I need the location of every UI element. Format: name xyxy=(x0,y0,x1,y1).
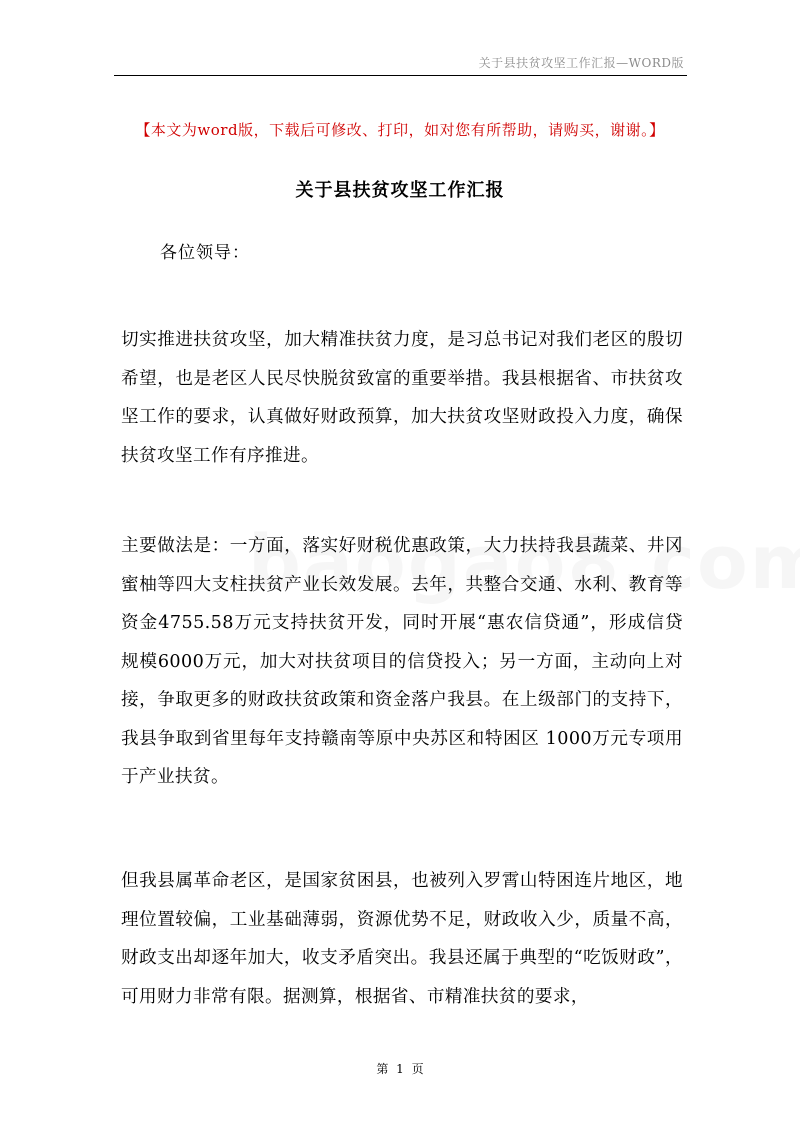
page-number: 1 xyxy=(396,1062,404,1076)
body-paragraph-3: 但我县属革命老区，是国家贫困县，也被列入罗霄山特困连片地区，地理位置较偏，工业基础薄弱，资源优势不足，财政收入少，质量不高，财政支出却逐年加大，收支矛盾突出。我县还属于典型的“吃饭财政”，可用财力非常有限。据测算，根据省、市精准扶贫的要求， xyxy=(121,871,683,1007)
document-title: 关于县扶贫攻坚工作汇报 xyxy=(295,180,505,201)
body-paragraph-1: 切实推进扶贫攻坚，加大精准扶贫力度，是习总书记对我们老区的殷切希望，也是老区人民尽快脱贫致富的重要举措。我县根据省、市扶贫攻坚工作的要求，认真做好财政预算，加大扶贫攻坚财政投入力度，确保扶贫攻坚工作有序推进。 xyxy=(121,330,683,466)
page-footer xyxy=(0,1060,800,1077)
page-footer-prefix: 第 xyxy=(376,1062,389,1076)
running-header-title: 关于县扶贫攻坚工作汇报—WORD版 xyxy=(478,56,684,70)
body-paragraph-2: 主要做法是：一方面，落实好财税优惠政策，大力扶持我县蔬菜、井冈蜜柚等四大支柱扶贫产业长效发展。去年，共整合交通、水利、教育等资金4755.58万元支持扶贫开发，同时开展“惠农信贷通”，形成信贷规模6000万元，加大对扶贫项目的信贷投入；另一方面，主动向上对接，争取更多的财政扶贫政策和资金落户我县。在上级部门的支持下，我县争取到省里每年支持赣南等原中央苏区和特困区 1000万元专项用于产业扶贫。 xyxy=(121,536,683,787)
purchase-notice: 【本文为word版，下载后可修改、打印，如对您有所帮助，请购买，谢谢。】 xyxy=(135,121,665,139)
page-footer-suffix: 页 xyxy=(411,1062,424,1076)
header-divider xyxy=(114,75,687,76)
salutation: 各位领导： xyxy=(160,243,250,263)
